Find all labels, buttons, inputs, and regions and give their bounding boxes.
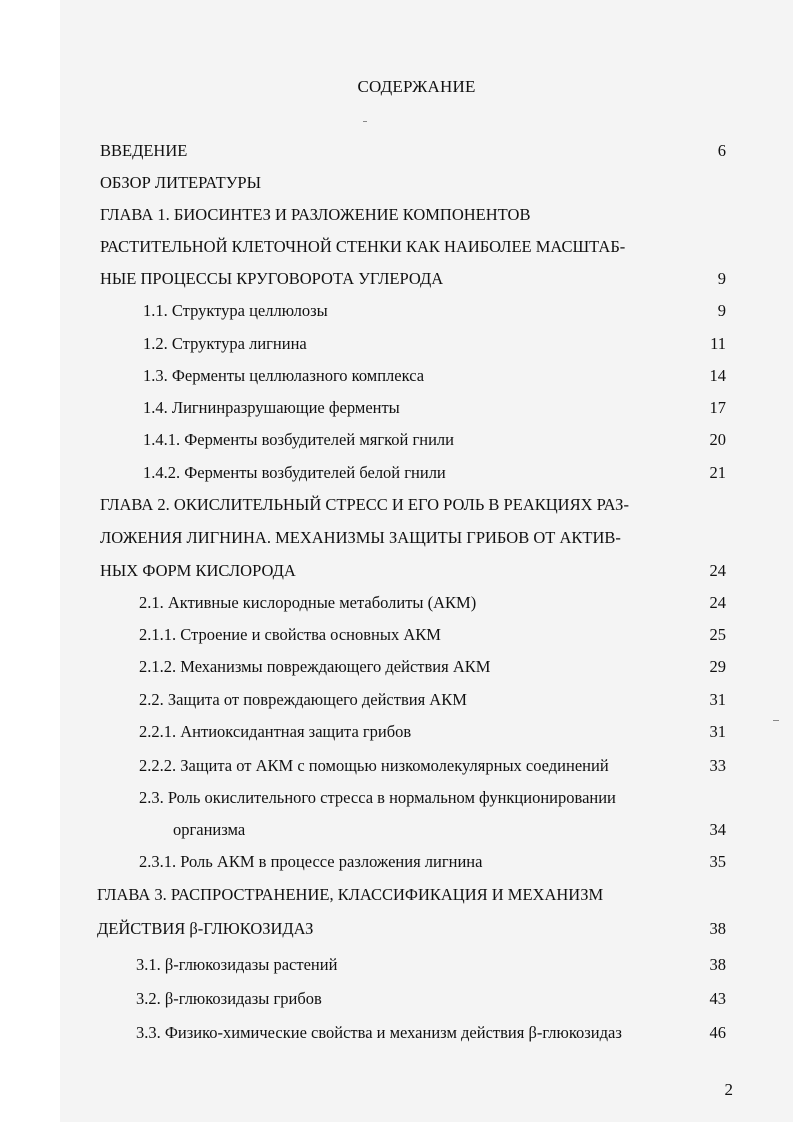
toc-page-1-3: 14 [709, 366, 726, 385]
toc-entry-2-2-1: 2.2.1. Антиоксидантная защита грибов [139, 722, 412, 741]
toc-page-1-4-1: 20 [709, 430, 726, 449]
toc-page-2-2: 31 [709, 690, 726, 709]
toc-page-1-2: 11 [710, 334, 726, 353]
toc-entry-1-1: 1.1. Структура целлюлозы [143, 301, 328, 320]
toc-entry-introduction: ВВЕДЕНИЕ [100, 141, 188, 160]
toc-entry-chapter-1: ГЛАВА 1. БИОСИНТЕЗ И РАЗЛОЖЕНИЕ КОМПОНЕНТОВ [100, 205, 531, 224]
toc-entry-chapter-2: ГЛАВА 2. ОКИСЛИТЕЛЬНЫЙ СТРЕСС И ЕГО РОЛЬ В РЕАКЦИЯХ РАЗ- [100, 495, 629, 514]
toc-entry-2-2-2: 2.2.2. Защита от АКМ с помощью низкомолекулярных соединений [139, 756, 609, 775]
toc-page-introduction: 6 [717, 141, 726, 160]
toc-entry-2-3-cont: организма [173, 820, 246, 839]
toc-entry-chapter-1-cont: НЫЕ ПРОЦЕССЫ КРУГОВОРОТА УГЛЕРОДА [100, 269, 444, 288]
toc-page-3-1: 38 [709, 955, 726, 974]
toc-page-2-1-2: 29 [709, 657, 726, 676]
toc-page-3-2: 43 [709, 989, 726, 1008]
toc-entry-2-1-1: 2.1.1. Строение и свойства основных АКМ [139, 625, 441, 644]
toc-page-chapter-3: 38 [709, 919, 726, 938]
toc-entry-1-2: 1.2. Структура лигнина [143, 334, 307, 353]
toc-page-2-1: 24 [709, 593, 726, 612]
toc-entry-3-2: 3.2. β-глюкозидазы грибов [136, 989, 322, 1008]
toc-entry-literature-review: ОБЗОР ЛИТЕРАТУРЫ [100, 173, 261, 192]
page-number: 2 [724, 1080, 733, 1099]
toc-page-1-4-2: 21 [709, 463, 726, 482]
toc-page-3-3: 46 [709, 1023, 726, 1042]
toc-entry-2-2: 2.2. Защита от повреждающего действия АКМ [139, 690, 467, 709]
toc-page-chapter-2: 24 [709, 561, 726, 580]
scan-mark [773, 720, 779, 721]
toc-page-2-2-1: 31 [709, 722, 726, 741]
toc-entry-1-3: 1.3. Ферменты целлюлазного комплекса [143, 366, 425, 385]
toc-entry-3-3: 3.3. Физико-химические свойства и механизм действия β-глюкозидаз [136, 1023, 622, 1042]
toc-entry-chapter-3-cont: ДЕЙСТВИЯ β-ГЛЮКОЗИДАЗ [97, 919, 314, 938]
toc-entry-1-4-2: 1.4.2. Ферменты возбудителей белой гнили [143, 463, 446, 482]
toc-entry-2-3-1: 2.3.1. Роль АКМ в процессе разложения лигнина [139, 852, 483, 871]
toc-entry-chapter-2-cont: НЫХ ФОРМ КИСЛОРОДА [100, 561, 296, 580]
toc-page-1-4: 17 [709, 398, 726, 417]
toc-page-2-3-1: 35 [709, 852, 726, 871]
page-title: СОДЕРЖАНИЕ [357, 77, 476, 96]
toc-page-2-1-1: 25 [709, 625, 726, 644]
toc-page-2-2-2: 33 [709, 756, 726, 775]
toc-entry-chapter-3: ГЛАВА 3. РАСПРОСТРАНЕНИЕ, КЛАССИФИКАЦИЯ И МЕХАНИЗМ [97, 885, 604, 904]
toc-entry-2-3: 2.3. Роль окислительного стресса в нормальном функционировании [139, 788, 616, 807]
toc-page-1-1: 9 [717, 301, 726, 320]
toc-entry-3-1: 3.1. β-глюкозидазы растений [136, 955, 338, 974]
toc-entry-1-4: 1.4. Лигнинразрушающие ферменты [143, 398, 400, 417]
toc-page-2-3: 34 [709, 820, 726, 839]
toc-entry-chapter-2-cont: ЛОЖЕНИЯ ЛИГНИНА. МЕХАНИЗМЫ ЗАЩИТЫ ГРИБОВ ОТ АКТИВ- [100, 528, 621, 547]
toc-entry-2-1: 2.1. Активные кислородные метаболиты (АКМ) [139, 593, 477, 612]
toc-entry-chapter-1-cont: РАСТИТЕЛЬНОЙ КЛЕТОЧНОЙ СТЕНКИ КАК НАИБОЛЕЕ МАСШТАБ- [100, 237, 626, 256]
toc-entry-1-4-1: 1.4.1. Ферменты возбудителей мягкой гнили [143, 430, 454, 449]
toc-entry-2-1-2: 2.1.2. Механизмы повреждающего действия АКМ [139, 657, 491, 676]
scan-mark [363, 121, 367, 122]
toc-page-chapter-1: 9 [717, 269, 726, 288]
